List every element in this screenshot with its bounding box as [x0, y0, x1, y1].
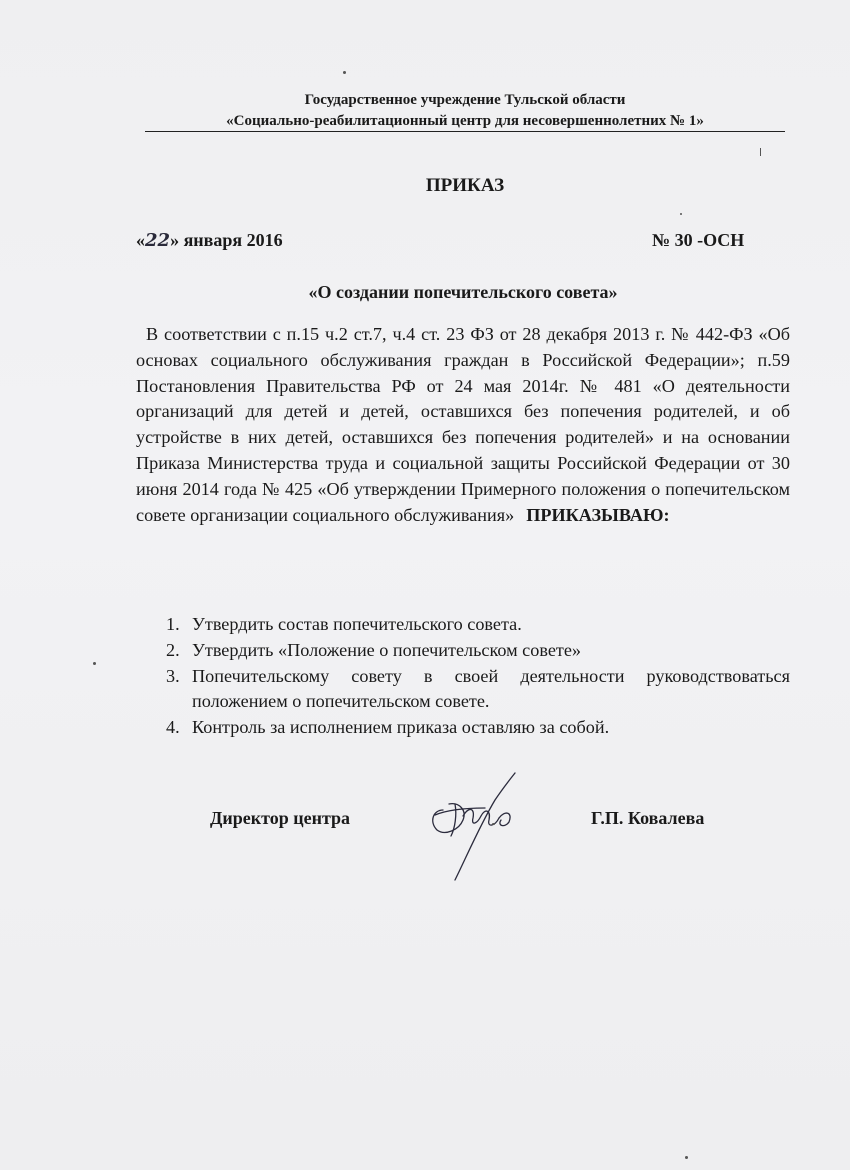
handwritten-signature	[425, 770, 525, 885]
order-number: 1.	[166, 614, 180, 634]
date-month-year: » января 2016	[170, 230, 283, 250]
organization-full-name: «Социально-реабилитационный центр для несовершеннолетних № 1»	[226, 113, 704, 129]
list-item	[136, 612, 790, 638]
order-text: Утвердить «Положение о попечительском совете»	[192, 639, 582, 660]
header-underline	[145, 131, 785, 132]
order-text: Контроль за исполнением приказа оставляю за собой.	[192, 717, 610, 738]
director-name: Г.П. Ковалева	[591, 808, 705, 828]
date-day-handwritten: 22	[145, 230, 171, 251]
decree-word: ПРИКАЗЫВАЮ:	[526, 504, 670, 525]
document-title: ПРИКАЗ	[425, 175, 505, 196]
order-text: Утвердить состав попечительского совета.	[192, 614, 522, 634]
scan-speck	[680, 213, 682, 215]
document-body	[136, 322, 790, 528]
order-text: Попечительскому совету в своей деятельности руководствоваться положением о попечительском совете.	[192, 665, 790, 712]
list-item	[136, 664, 790, 716]
orders-list	[136, 612, 790, 741]
document-number: № 30 -ОСН	[652, 230, 745, 250]
document-subject: «О создании попечительского совета»	[308, 282, 618, 302]
scan-speck	[760, 148, 761, 156]
body-text: В соответствии с п.15 ч.2 ст.7, ч.4 ст. 23 ФЗ от 28 декабря 2013 г. № 442-ФЗ «Об основах социального обслуживания граждан в Российской Федерации»; п.59 Постановления Правительства РФ от 24 мая 2014г. № 481 «О деятельности организаций для детей и детей, оставшихся без попечения родителей, и об устройстве в них детей, оставшихся без попечения родителей» и на основании Приказа Министерства труда и социальной защиты Российской Федерации от 30 июня 2014 года № 425 «Об утверждении Примерного положения о попечительском совете организации социального обслуживания»	[136, 324, 790, 525]
scan-speck	[93, 662, 96, 665]
list-item	[136, 638, 790, 664]
order-number: 3.	[166, 665, 180, 686]
date-open-quote: «	[136, 230, 145, 250]
director-position: Директор центра	[210, 808, 351, 828]
order-number: 2.	[166, 639, 180, 660]
scan-speck	[343, 71, 346, 74]
list-item	[136, 715, 790, 741]
scan-speck	[492, 823, 495, 825]
body-paragraph	[136, 322, 790, 528]
order-number: 4.	[166, 717, 180, 738]
document-date	[136, 230, 283, 251]
scan-speck	[685, 1156, 688, 1159]
organization-name: Государственное учреждение Тульской области	[304, 92, 626, 108]
